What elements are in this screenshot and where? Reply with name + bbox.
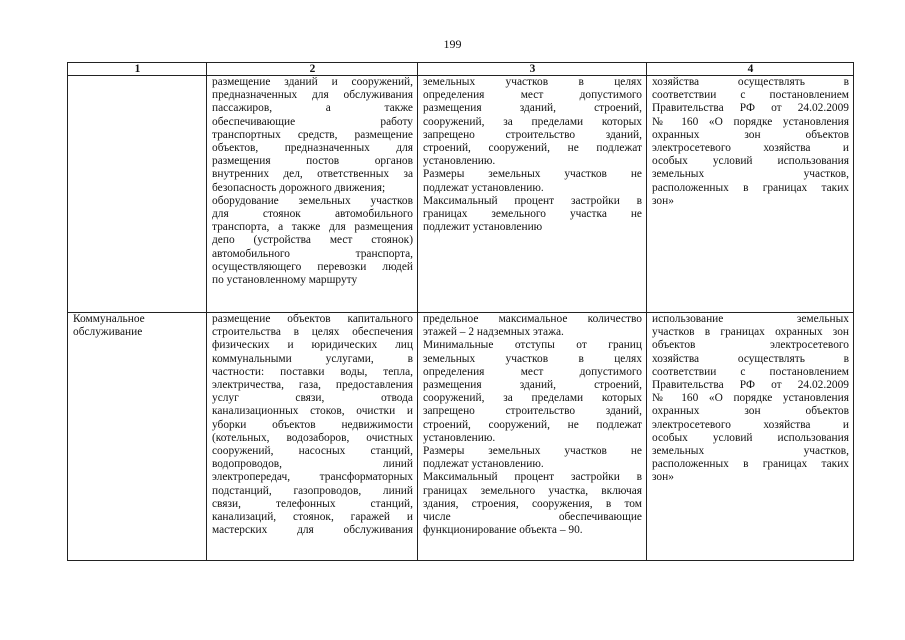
text-line: установлению. — [423, 431, 496, 444]
text-line: объектов электросетевого — [652, 339, 849, 352]
text-line: хозяйства осуществлять в — [652, 76, 849, 88]
text-line: расположенных в границах таких — [652, 181, 849, 194]
text-line: канализаций, стоянок, гаражей и — [212, 511, 413, 524]
text-line: канализационных стоков, очистки и — [212, 405, 413, 418]
text-line: Размеры земельных участков не — [423, 168, 642, 181]
text-line: земельных участков в целях — [423, 352, 642, 365]
column-header-2: 2 — [207, 63, 418, 76]
text-line: № 160 «О порядке установления — [652, 392, 849, 405]
text-line: Минимальные отступы от границ — [423, 339, 642, 352]
text-line: земельных участков в целях — [423, 76, 642, 88]
text-line: предельное максимальное количество — [423, 313, 642, 325]
text-line: границах земельного участка не — [423, 208, 642, 221]
text-line: для стоянок автомобильного — [212, 208, 413, 221]
text-line: мастерских для обслуживания — [212, 524, 413, 537]
text-line: пассажиров, а также — [212, 102, 413, 115]
text-line: зон» — [652, 194, 674, 207]
use-description-cell — [207, 76, 418, 313]
text-line: границах земельного участка, включая — [423, 484, 642, 497]
text-line: соответствии с постановлением — [652, 89, 849, 102]
text-line: размещения зданий, строений, — [423, 102, 642, 115]
text-line: размещения постов органов — [212, 155, 413, 168]
text-line: подлежат установлению. — [423, 458, 544, 471]
text-line: земельных участков, — [652, 445, 849, 458]
text-line: запрещено строительство зданий, — [423, 405, 642, 418]
table-row — [68, 76, 854, 313]
text-line: запрещено строительство зданий, — [423, 128, 642, 141]
text-line: объектов, предназначенных для — [212, 142, 413, 155]
text-line: Максимальный процент застройки в — [423, 194, 642, 207]
text-line: транспорта, а также для размещения — [212, 221, 413, 234]
text-line: соответствии с постановлением — [652, 365, 849, 378]
use-type-cell — [68, 313, 207, 561]
text-line: особых условий использования — [652, 431, 849, 444]
column-header-4: 4 — [647, 63, 854, 76]
text-line: депо (устройства мест стоянок) — [212, 234, 413, 247]
text-line: внутренних дел, ответственных за — [212, 168, 413, 181]
text-line: установлению. — [423, 155, 496, 168]
text-line: безопасность дорожного движения; — [212, 181, 386, 194]
text-line: участков в границах охранных зон — [652, 326, 849, 339]
text-line: подстанций, газопроводов, линий — [212, 484, 413, 497]
text-line: земельных участков, — [652, 168, 849, 181]
text-line: Размеры земельных участков не — [423, 445, 642, 458]
text-line: использование земельных — [652, 313, 849, 325]
table-row — [68, 313, 854, 561]
table-header-row — [68, 63, 854, 76]
text-line: здания, строения, сооружения, в том — [423, 497, 642, 510]
use-description-cell — [207, 313, 418, 561]
text-line: размещения зданий, строений, — [423, 379, 642, 392]
text-line: размещение зданий и сооружений, — [212, 76, 413, 88]
text-line: электросетевого хозяйства и — [652, 418, 849, 431]
restrictions-cell — [647, 313, 854, 561]
parameters-cell — [418, 313, 647, 561]
page-number: 199 — [443, 37, 462, 51]
text-line: сооружений, насосных станций, — [212, 445, 413, 458]
text-line: услуг связи, отвода — [212, 392, 413, 405]
text-line: коммунальными услугами, в — [212, 352, 413, 365]
text-line: расположенных в границах таких — [652, 458, 849, 471]
text-line: охранных зон объектов — [652, 128, 849, 141]
text-line: электросетевого хозяйства и — [652, 142, 849, 155]
text-line: предназначенных для обслуживания — [212, 89, 413, 102]
text-line: обслуживание — [73, 326, 143, 339]
text-line: сооружений, за пределами которых — [423, 392, 642, 405]
parameters-cell — [418, 76, 647, 313]
text-line: связи, телефонных станций, — [212, 497, 413, 510]
text-line: функционирование объекта – 90. — [423, 524, 583, 537]
text-line: особых условий использования — [652, 155, 849, 168]
text-line: хозяйства осуществлять в — [652, 352, 849, 365]
use-type-cell — [68, 76, 207, 313]
text-line: автомобильного транспорта, — [212, 247, 413, 260]
text-line: обеспечивающие работу — [212, 115, 413, 128]
text-line: Правительства РФ от 24.02.2009 — [652, 102, 849, 115]
restrictions-cell — [647, 76, 854, 313]
column-header-1: 1 — [68, 63, 207, 76]
text-line: оборудование земельных участков — [212, 194, 413, 207]
text-line: числе обеспечивающие — [423, 511, 642, 524]
text-line: (котельных, водозаборов, очистных — [212, 431, 413, 444]
text-line: электропередач, трансформаторных — [212, 471, 413, 484]
text-line: физических и юридических лиц — [212, 339, 413, 352]
text-line: № 160 «О порядке установления — [652, 115, 849, 128]
text-line: строительства в целях обеспечения — [212, 326, 413, 339]
text-line: зон» — [652, 471, 674, 484]
text-line: осуществляющего перевозки людей — [212, 260, 413, 273]
text-line: сооружений, за пределами которых — [423, 115, 642, 128]
text-line: строений, сооружений, не подлежат — [423, 142, 642, 155]
text-line: определения мест допустимого — [423, 89, 642, 102]
text-line: по установленному маршруту — [212, 274, 358, 287]
column-header-3: 3 — [418, 63, 647, 76]
text-line: подлежат установлению. — [423, 181, 544, 194]
text-line: уборки объектов недвижимости — [212, 418, 413, 431]
text-line: транспортных средств, размещение — [212, 128, 413, 141]
text-line: размещение объектов капитального — [212, 313, 413, 325]
text-line: водопроводов, линий — [212, 458, 413, 471]
text-line: электричества, газа, предоставления — [212, 379, 413, 392]
text-line: определения мест допустимого — [423, 365, 642, 378]
text-line: охранных зон объектов — [652, 405, 849, 418]
land-use-table — [67, 62, 854, 561]
text-line: этажей – 2 надземных этажа. — [423, 326, 564, 339]
table-body — [68, 76, 854, 561]
text-line: Правительства РФ от 24.02.2009 — [652, 379, 849, 392]
text-line: подлежит установлению — [423, 221, 543, 234]
text-line: строений, сооружений, не подлежат — [423, 418, 642, 431]
text-line: частности: поставки воды, тепла, — [212, 365, 413, 378]
text-line: Коммунальное — [73, 313, 145, 325]
text-line: Максимальный процент застройки в — [423, 471, 642, 484]
